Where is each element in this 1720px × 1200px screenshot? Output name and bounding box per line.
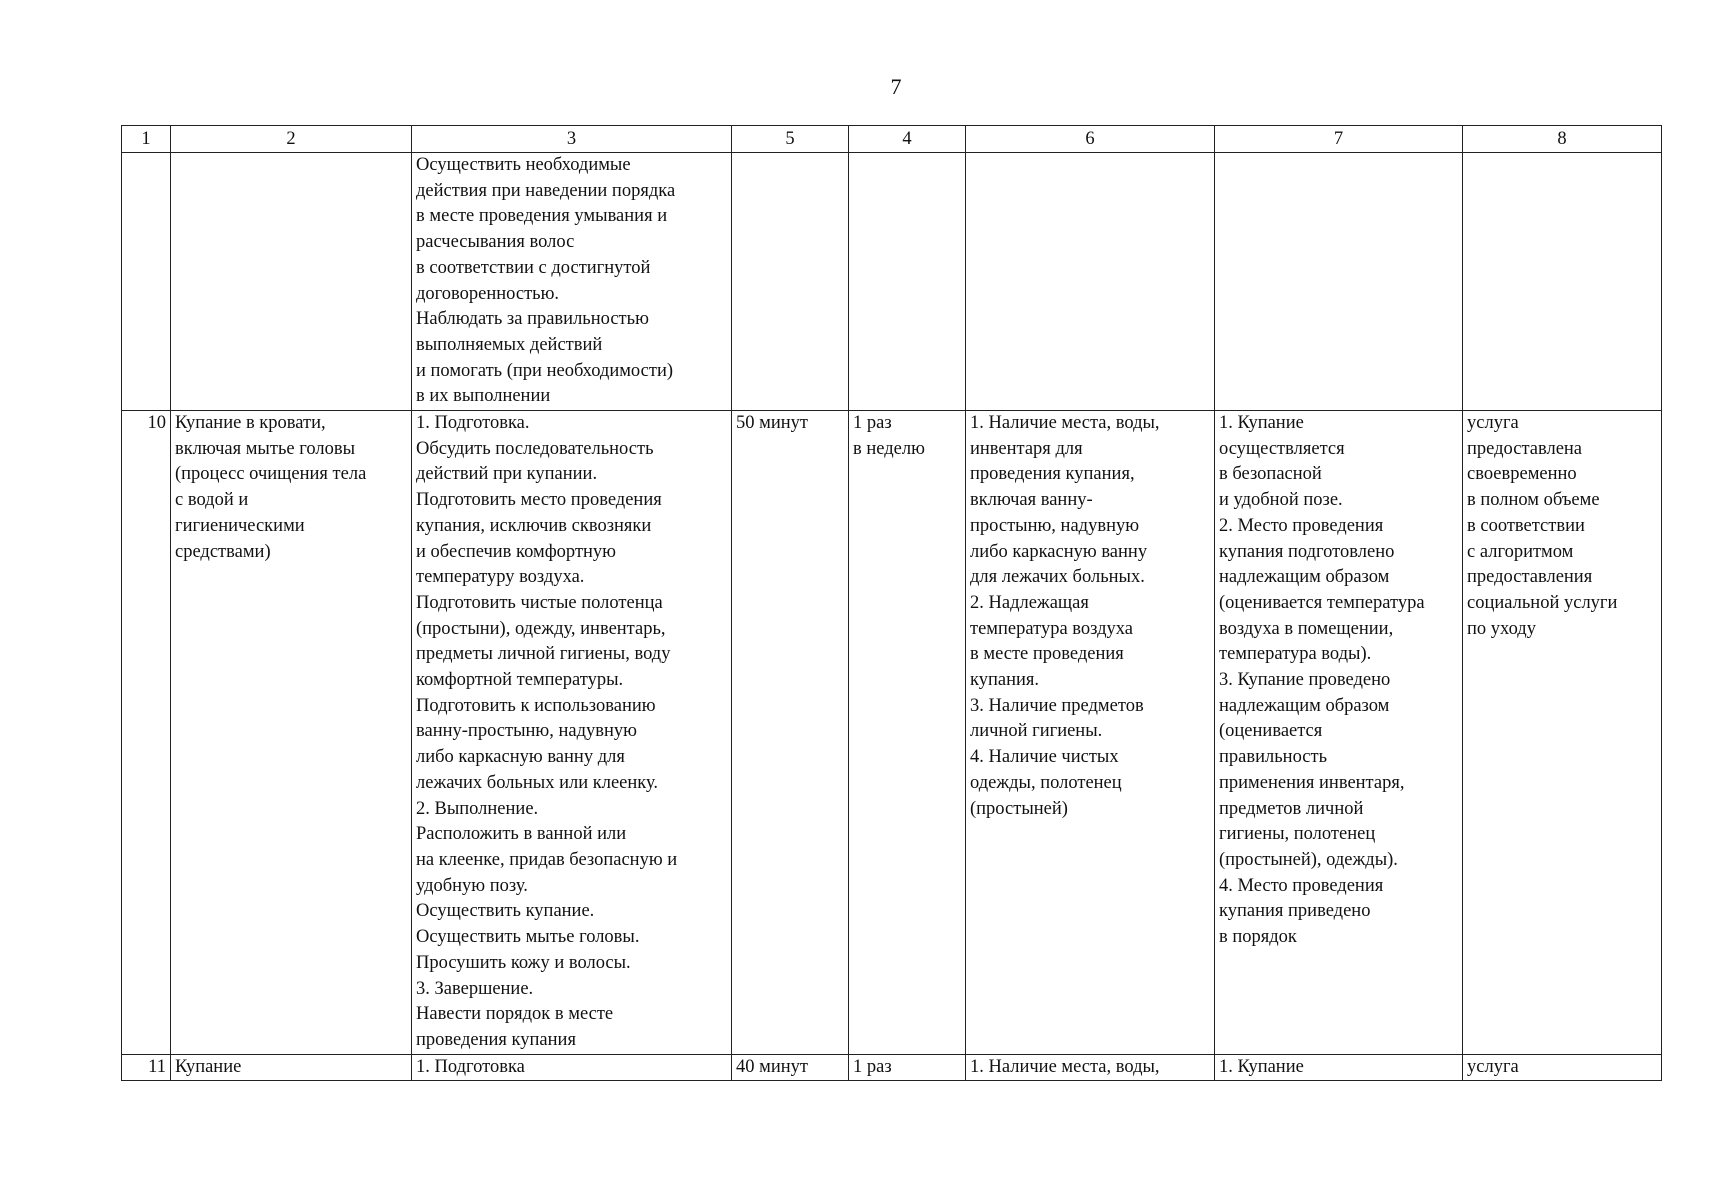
- table-row: [122, 1054, 1662, 1080]
- header-cell-5: 5: [732, 126, 849, 153]
- page-number: 7: [890, 74, 902, 99]
- services-table: [121, 125, 1662, 1081]
- table-row: [122, 153, 1662, 411]
- quality-criteria-cell: 1. Купание осуществляется в безопасной и удобной позе. 2. Место проведения купания подготовлено надлежащим образом (оценивается температура воздуха в помещении, температура воды). 3. Купание проведено надлежащим образом (оценивается правильность применения инвентаря, предметов личной гигиены, полотенец (простыней), одежды). 4. Место проведения купания приведено в порядок: [1215, 411, 1463, 1055]
- frequency-cell: [849, 153, 966, 411]
- header-cell-1: 1: [122, 126, 171, 153]
- duration-cell: 40 минут: [732, 1054, 849, 1080]
- row-number-cell: [122, 153, 171, 411]
- result-cell: [1463, 153, 1662, 411]
- table-row: [122, 411, 1662, 1055]
- service-name-cell: Купание: [171, 1054, 412, 1080]
- frequency-cell: 1 раз: [849, 1054, 966, 1080]
- result-cell: услуга предоставлена своевременно в полном объеме в соответствии с алгоритмом предоставления социальной услуги по уходу: [1463, 411, 1662, 1055]
- duration-cell: [732, 153, 849, 411]
- header-cell-2: 2: [171, 126, 412, 153]
- service-name-cell: [171, 153, 412, 411]
- result-cell: услуга: [1463, 1054, 1662, 1080]
- quality-criteria-cell: [1215, 153, 1463, 411]
- procedure-cell: 1. Подготовка: [412, 1054, 732, 1080]
- header-cell-4: 4: [849, 126, 966, 153]
- header-cell-8: 8: [1463, 126, 1662, 153]
- header-cell-7: 7: [1215, 126, 1463, 153]
- conditions-cell: 1. Наличие места, воды,: [966, 1054, 1215, 1080]
- duration-cell: 50 минут: [732, 411, 849, 1055]
- service-name-cell: Купание в кровати, включая мытье головы (процесс очищения тела с водой и гигиеническими средствами): [171, 411, 412, 1055]
- header-cell-6: 6: [966, 126, 1215, 153]
- frequency-cell: 1 раз в неделю: [849, 411, 966, 1055]
- procedure-cell: Осуществить необходимые действия при наведении порядка в месте проведения умывания и расчесывания волос в соответствии с достигнутой договоренностью. Наблюдать за правильностью выполняемых действий и помогать (при необходимости) в их выполнении: [412, 153, 732, 411]
- conditions-cell: 1. Наличие места, воды, инвентаря для проведения купания, включая ванну- простыню, надувную либо каркасную ванну для лежачих больных. 2. Надлежащая температура воздуха в месте проведения купания. 3. Наличие предметов личной гигиены. 4. Наличие чистых одежды, полотенец (простыней): [966, 411, 1215, 1055]
- header-cell-3: 3: [412, 126, 732, 153]
- row-number-cell: 11: [122, 1054, 171, 1080]
- procedure-cell: 1. Подготовка. Обсудить последовательность действий при купании. Подготовить место проведения купания, исключив сквозняки и обеспечив комфортную температуру воздуха. Подготовить чистые полотенца (простыни), одежду, инвентарь, предметы личной гигиены, воду комфортной температуры. Подготовить к использованию ванну-простыню, надувную либо каркасную ванну для лежачих больных или клеенку. 2. Выполнение. Расположить в ванной или на клеенке, придав безопасную и удобную позу. Осуществить купание. Осуществить мытье головы. Просушить кожу и волосы. 3. Завершение. Навести порядок в месте проведения купания: [412, 411, 732, 1055]
- table-header-row: [122, 126, 1662, 153]
- conditions-cell: [966, 153, 1215, 411]
- quality-criteria-cell: 1. Купание: [1215, 1054, 1463, 1080]
- row-number-cell: 10: [122, 411, 171, 1055]
